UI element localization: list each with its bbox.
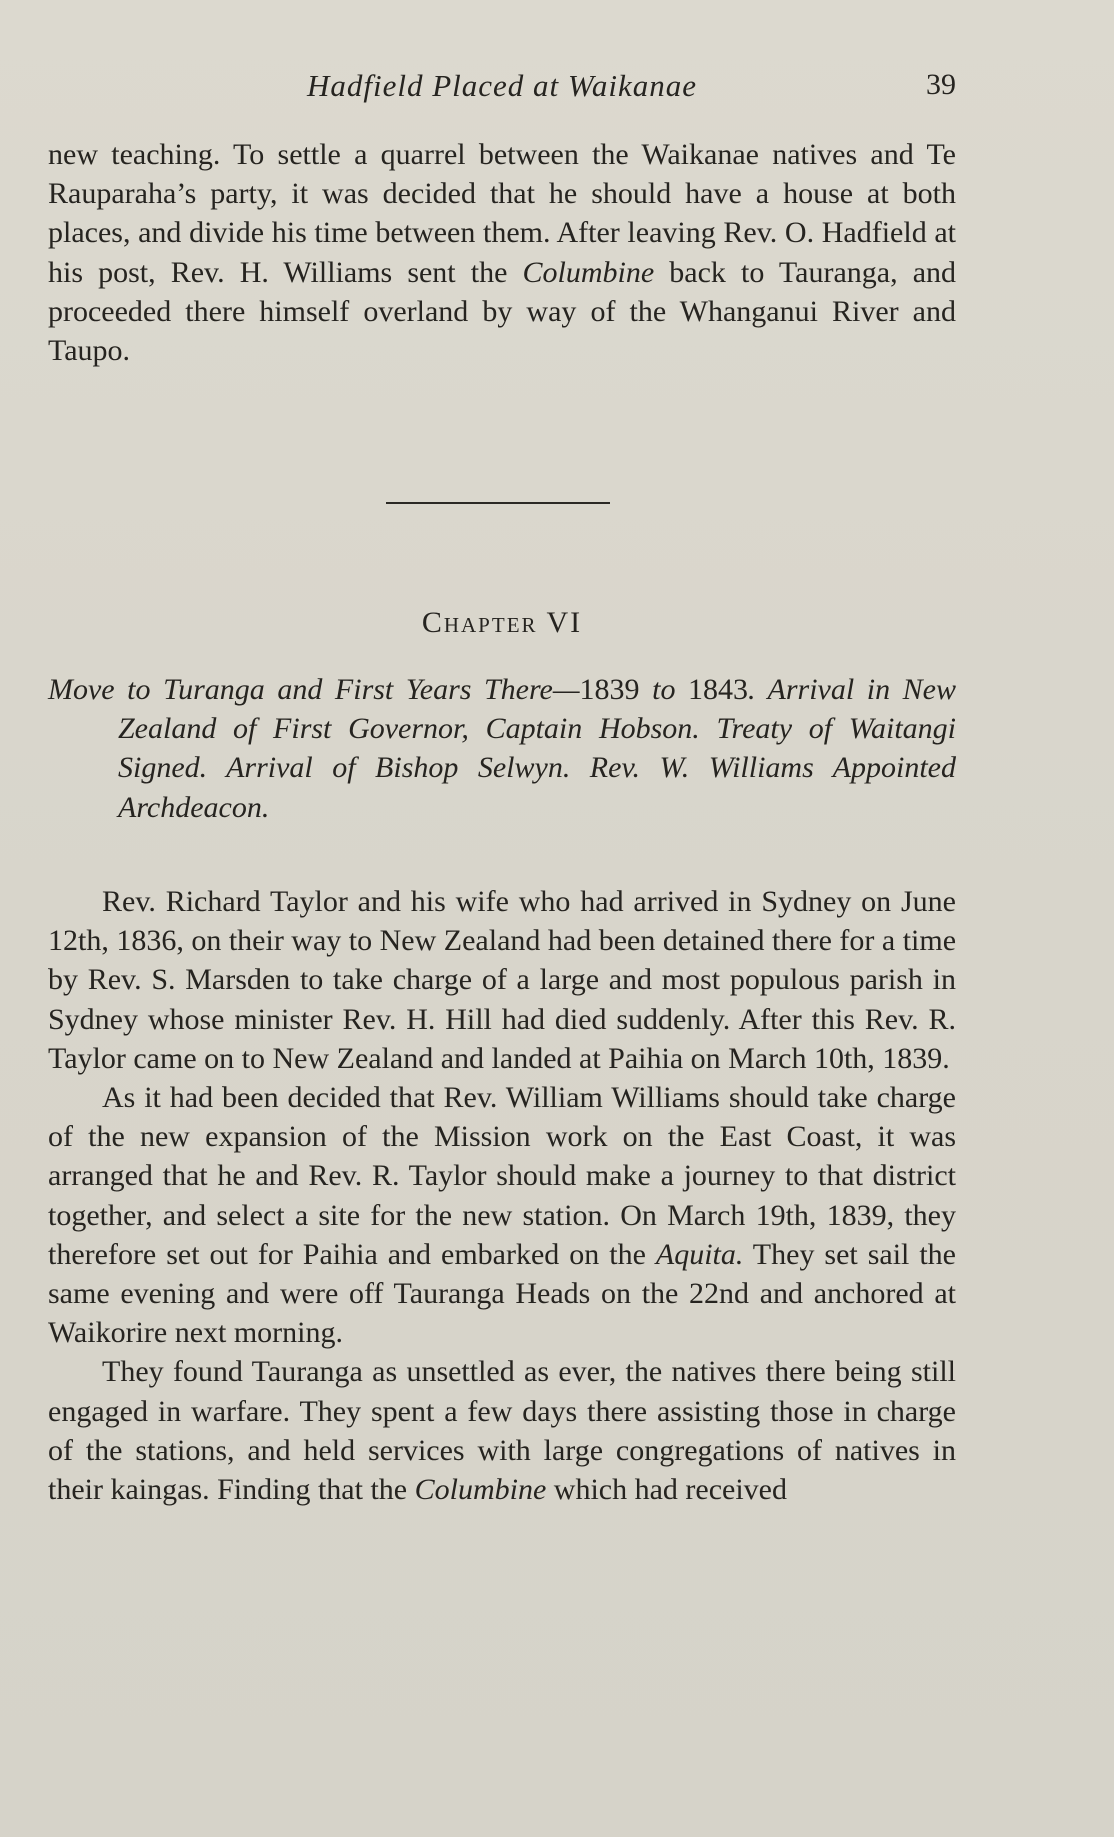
- chapter-body: [48, 882, 956, 1509]
- synopsis-year-start: 1839: [579, 673, 640, 706]
- page-number: 39: [926, 68, 956, 101]
- section-divider: [386, 502, 610, 504]
- running-header: [48, 68, 956, 108]
- continuation-text-part-2: back to Tauranga, and proceeded there himself overland by way of the Whanganui River and Taupo.: [48, 255, 957, 368]
- continuation-text: [48, 135, 956, 370]
- paragraph-tauranga-part-2: which had received: [546, 1473, 787, 1507]
- paragraph-journey-part-2: They set sail the same evening and were off Tauranga Heads on the 22nd and anchored at Waikorire next morning.: [48, 1237, 956, 1350]
- paragraph-tauranga: [48, 1352, 956, 1509]
- ship-name-columbine-2: Columbine: [414, 1473, 547, 1507]
- synopsis-year-end: 1843: [688, 673, 749, 706]
- synopsis-part-3: . Arrival in New Zealand of First Governor, Captain Hobson. Treaty of Waitangi Signed. Arrival of Bishop Selwyn. Rev. W. Williams Appointed Archdeacon.: [118, 673, 956, 824]
- ship-name-aquita: Aquita.: [655, 1237, 744, 1271]
- paragraph-journey-part-1: As it had been decided that Rev. William Williams should take charge of the new expansion of the Mission work on the East Coast, it was arranged that he and Rev. R. Taylor should make a journey to that district together, and select a site for the new station. On March 19th, 1839, they therefore set out for Paihia and embarked on the: [48, 1081, 956, 1271]
- continuation-text-part-1: new teaching. To settle a quarrel between the Waikanae natives and Te Rauparaha’s party, it was decided that he should have a house at both places, and divide his time between them. After leaving Rev. O. Hadfield at his post, Rev. H. Williams sent the: [48, 138, 956, 289]
- ship-name-columbine: Columbine: [522, 255, 655, 289]
- paragraph-tauranga-part-1: They found Tauranga as unsettled as ever, the natives there being still engaged in warfare. They spent a few days there assisting those in charge of the stations, and held services with large congregations of natives in their kaingas. Finding that the: [48, 1355, 956, 1507]
- chapter-heading: Chapter VI: [421, 606, 583, 639]
- synopsis-part-1: Move to Turanga and First Years There—: [48, 673, 580, 706]
- paragraph-journey: [48, 1078, 956, 1352]
- continuation-paragraph: [48, 135, 956, 370]
- running-title: Hadfield Placed at Waikanae: [306, 68, 698, 103]
- synopsis-part-2: to: [639, 673, 689, 706]
- paragraph-taylor-arrival: Rev. Richard Taylor and his wife who had arrived in Sydney on June 12th, 1836, on their way to New Zealand had been detained there for a time by Rev. S. Marsden to take charge of a large and most populous parish in Sydney whose minister Rev. H. Hill had died suddenly. After this Rev. R. Taylor came on to New Zealand and landed at Paihia on March 10th, 1839.: [48, 885, 957, 1075]
- chapter-synopsis: [48, 670, 956, 827]
